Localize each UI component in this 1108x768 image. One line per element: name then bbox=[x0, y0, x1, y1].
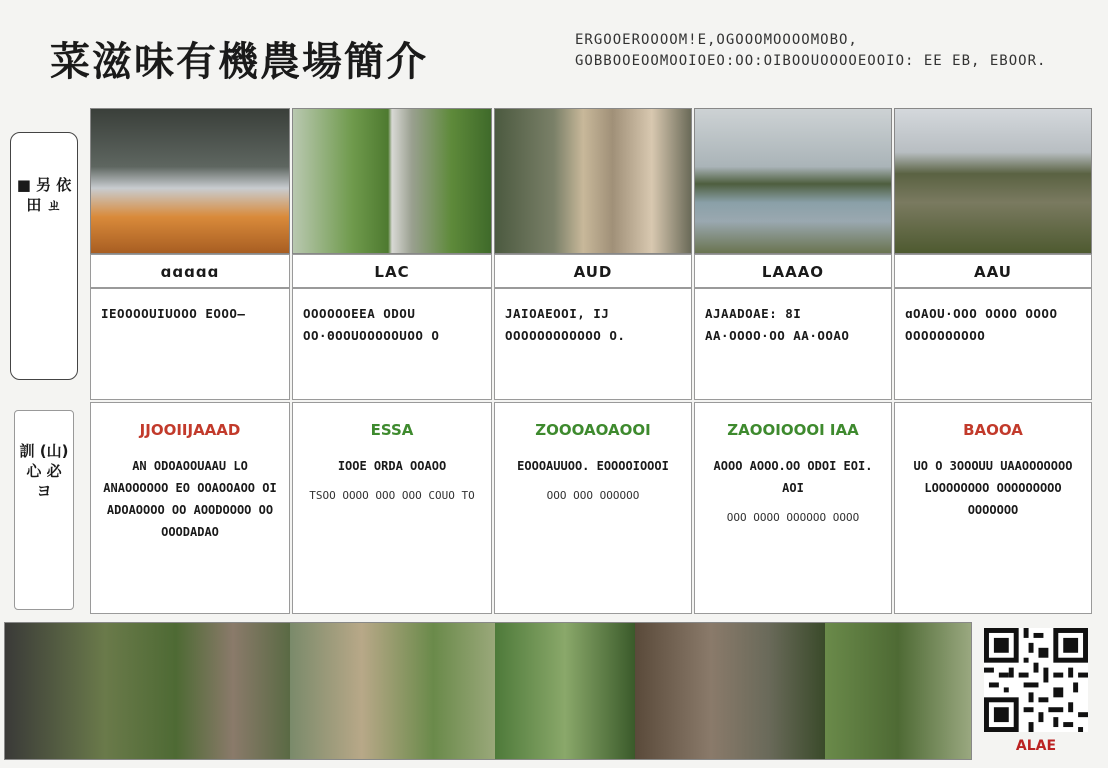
photo-path bbox=[494, 108, 692, 254]
area-name: AUD bbox=[494, 254, 692, 288]
feature-body: UO O 3OOOUU UAAOOOOOOO LOOOOOOOO OOOOOOOOO OOOOOOO bbox=[913, 459, 1073, 517]
feature-note: OOO OOOO OOOOOO OOOO bbox=[726, 511, 860, 524]
qr-code-icon bbox=[984, 628, 1088, 732]
feature-note: TSOO OOOO OOO OOO COUO TO bbox=[309, 489, 475, 502]
qr-code[interactable] bbox=[984, 628, 1088, 732]
page-title: 菜滋味有機農場簡介 bbox=[50, 39, 428, 85]
feature-title: ZAOOIOOOI IAA bbox=[727, 421, 859, 439]
area-name: AAU bbox=[894, 254, 1092, 288]
photo-garden bbox=[292, 108, 492, 254]
area-desc: ɑOAOU·OOO OOOO OOOO OOOOOOOOOO bbox=[894, 288, 1092, 400]
row-label-overview: ■ 另 依 田 ㄓ bbox=[10, 132, 78, 380]
area-desc: IEOOOOUIUOOO EOOO— bbox=[90, 288, 290, 400]
feature-title: ESSA bbox=[370, 421, 414, 439]
area-name: LAAAO bbox=[694, 254, 892, 288]
feature-body: AOOO AOOO.OO ODOI EOI. AOI bbox=[713, 459, 873, 495]
area-name: LAC bbox=[292, 254, 492, 288]
feature-body: EOOOAUUOO. EOOOOIOOOI bbox=[517, 459, 669, 473]
area-name: ɑɑɑɑɑ bbox=[90, 254, 290, 288]
feature-cell bbox=[694, 402, 892, 614]
area-desc: OOOOOOEEA ODOU OO·ΘOOUOOOOOUOO O bbox=[292, 288, 492, 400]
qr-caption: ALAE bbox=[1015, 738, 1057, 754]
feature-title: JJOOIIJAAAD bbox=[139, 421, 241, 439]
feature-title: BAOOA bbox=[963, 421, 1023, 439]
photo-lake bbox=[694, 108, 892, 254]
feature-note: OOO OOO OOOOOO bbox=[546, 489, 640, 502]
feature-cell bbox=[292, 402, 492, 614]
feature-cell bbox=[894, 402, 1092, 614]
area-desc: AJAADOAE: 8I AA·OOOO·OO AA·OOAO bbox=[694, 288, 892, 400]
activity-photo-strip bbox=[4, 622, 972, 760]
photo-farmhouse bbox=[894, 108, 1092, 254]
area-desc: JAIOAEOOI, IJ OOOOOOOOOOOO O. bbox=[494, 288, 692, 400]
feature-body: AN ODOAOOUAAU LO ANAOOOOOO EO OOAOOAOO OI ADOAOOOO OO AOODOOOO OO OOODADAO bbox=[103, 459, 277, 539]
feature-cell bbox=[90, 402, 290, 614]
photo-greenhouse bbox=[90, 108, 290, 254]
feature-cell bbox=[494, 402, 692, 614]
intro-text: ERGOOEROOOOM!E,OGOOOMOOOOMOBO, GOBBOOEOOMOOIOEO:OO:OIBOOUOOOOEOOIO: EE EB, EBOOR. bbox=[575, 32, 1047, 69]
row-label-features: 訓 (山) 心 必 ヨ bbox=[14, 410, 74, 610]
feature-body: IOOE ORDA OOAOO bbox=[337, 459, 447, 473]
feature-title: ZOOOAOAOOI bbox=[535, 421, 651, 439]
